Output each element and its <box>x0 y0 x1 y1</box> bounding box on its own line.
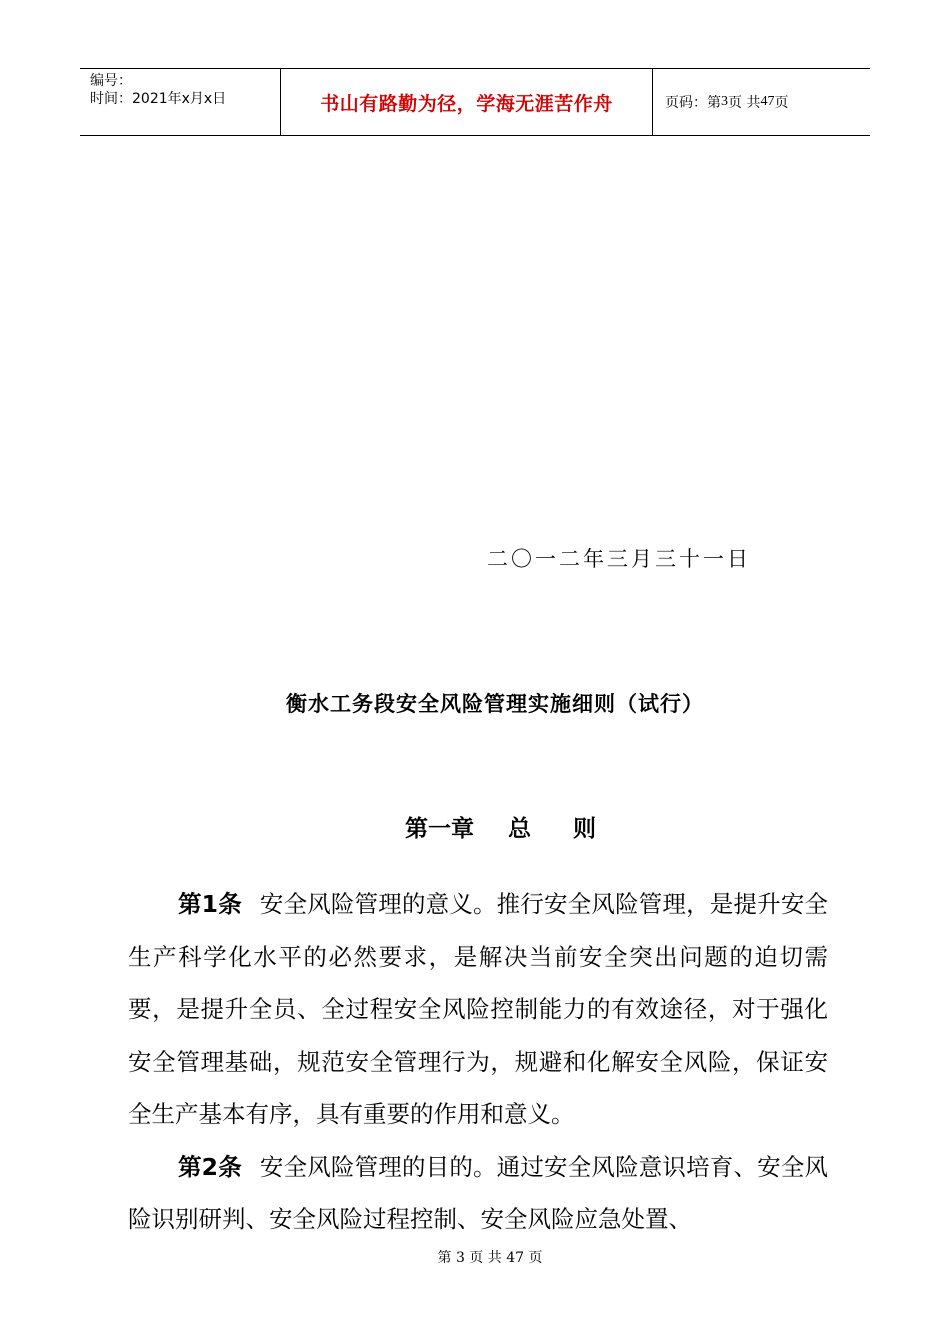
header-meta-cell <box>80 69 281 135</box>
document-date: 二〇一二年三月三十一日 <box>487 547 751 571</box>
article-text: 安全风险管理的目的。通过安全风险意识培育、安全风险识别研判、安全风险过程控制、安全风险应急处置、 <box>128 1152 828 1233</box>
page-info-middle: 页 共 <box>728 95 761 111</box>
header-motto-cell <box>281 69 653 135</box>
time-label: 时间：2021年x月x日 <box>90 91 227 107</box>
header-motto: 书山有路勤为径，学海无涯苦作舟 <box>320 92 613 115</box>
page-info-prefix: 页码：第 <box>665 95 721 111</box>
article-label: 第2条 <box>178 1152 242 1181</box>
serial-label: 编号： <box>90 73 132 89</box>
header-page-cell <box>653 69 870 135</box>
document-title: 衡水工务段安全风险管理实施细则（试行） <box>286 692 704 716</box>
chapter-name-part2: 则 <box>573 816 596 842</box>
page-footer: 第 3 页 共 47 页 <box>437 1250 543 1266</box>
chapter-heading <box>405 810 596 843</box>
page-header <box>80 68 870 136</box>
article-paragraph <box>128 878 828 1141</box>
article-label: 第1条 <box>178 890 242 918</box>
page-info-total: 47 <box>760 94 775 109</box>
page-info-suffix: 页 <box>774 95 789 111</box>
page-info-current: 3 <box>721 94 728 109</box>
chapter-number: 第一章 <box>405 816 474 842</box>
document-body <box>128 878 828 1246</box>
article-paragraph <box>128 1141 828 1246</box>
chapter-name-part1: 总 <box>508 816 531 842</box>
article-text: 安全风险管理的意义。推行安全风险管理，是提升安全生产科学化水平的必然要求，是解决当前安全突出问题的迫切需要，是提升全员、全过程安全风险控制能力的有效途径，对于强化安全管理基础，规范安全管理行为，规避和化解安全风险，保证安全生产基本有序，具有重要的作用和意义。 <box>128 890 828 1128</box>
